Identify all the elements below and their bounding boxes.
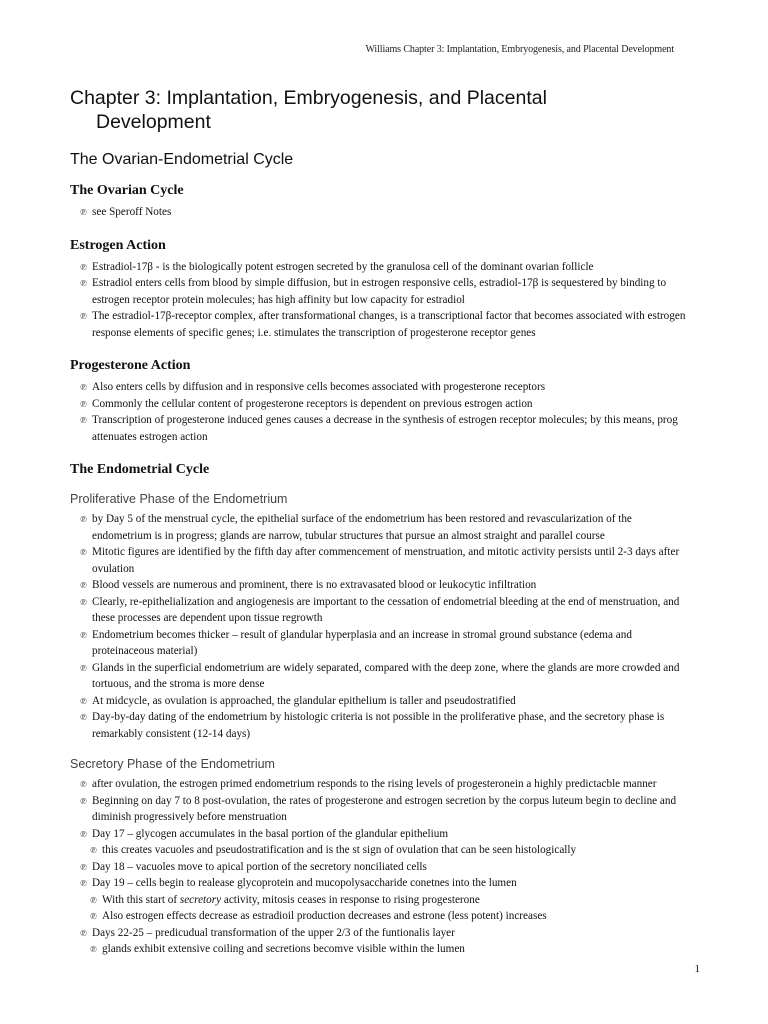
- list-item-text: The estradiol-17β-receptor complex, after transformational changes, is a transcriptional factor that becomes associated with estrogen response elements of specific genes; i.e. stimulates the transcription of progesterone receptor genes: [92, 310, 686, 339]
- progesterone-action-heading: Progesterone Action: [70, 358, 191, 373]
- list-item-text: Commonly the cellular content of progesterone receptors is dependent on previous estrogen action: [92, 397, 533, 410]
- list-item: [70, 941, 690, 958]
- list-item-text: Estradiol-17β - is the biologically potent estrogen secreted by the granulosa cell of the dominant ovarian follicle: [92, 260, 594, 273]
- bullet-icon: ℗: [80, 278, 87, 288]
- list-item-text: Glands in the superficial endometrium are widely separated, compared with the deep zone, where the glands are more crowded and tortuous, and the stroma is more dense: [92, 661, 680, 690]
- list-item: [70, 627, 690, 660]
- bullet-icon: ℗: [80, 779, 87, 789]
- list-item: [70, 842, 690, 859]
- list-item-text: Beginning on day 7 to 8 post-ovulation, the rates of progesterone and estrogen secretion by the corpus luteum begin to decline and diminish progressively before menstruation: [92, 794, 677, 823]
- list-item-text: Also enters cells by diffusion and in responsive cells becomes associated with progesterone receptors: [92, 381, 546, 393]
- list-item-text: Transcription of progesterone induced genes causes a decrease in the synthesis of estrogen receptor molecules; by this means, prog attenuates estrogen action: [92, 414, 678, 443]
- list-item: [70, 275, 690, 308]
- section-title: The Ovarian-Endometrial Cycle: [70, 151, 294, 168]
- list-item: [70, 826, 690, 843]
- list-item-text: Also estrogen effects decrease as estradioil production decreases and estrone (less potent) increases: [102, 910, 547, 922]
- list-item: [70, 875, 690, 892]
- list-item-text: Mitotic figures are identified by the fifth day after commencement of menstruation, and mitotic activity persists until 2-3 days after ovulation: [92, 546, 680, 575]
- list-item-text: this creates vacuoles and pseudostratification and is the st sign of ovulation that can be seen histologically: [102, 844, 577, 856]
- bullet-icon: ℗: [80, 596, 87, 607]
- bullet-icon: ℗: [80, 547, 87, 557]
- bullet-icon: ℗: [90, 944, 97, 954]
- proliferative-phase-list: [70, 511, 690, 742]
- bullet-icon: ℗: [90, 845, 97, 855]
- bullet-icon: ℗: [80, 861, 87, 872]
- bullet-icon: ℗: [80, 415, 87, 425]
- list-item-text: Blood vessels are numerous and prominent, there is no extravasated blood or leukocytic infiltration: [92, 579, 537, 591]
- bullet-icon: ℗: [80, 580, 87, 590]
- secretory-phase-list: [70, 776, 690, 958]
- list-item-text: Day 18 – vacuoles move to apical portion of the secretory nonciliated cells: [92, 860, 427, 873]
- proliferative-phase-heading: Proliferative Phase of the Endometrium: [70, 492, 288, 506]
- list-item: [70, 925, 690, 942]
- list-item: [70, 259, 690, 276]
- list-item: [70, 544, 690, 577]
- list-item-text: see Speroff Notes: [92, 206, 172, 218]
- bullet-icon: ℗: [80, 828, 87, 839]
- list-item-text: by Day 5 of the menstrual cycle, the epithelial surface of the endometrium has been restored and revascularization of the endometrium is in progress; glands are narrow, tubular structures that pursue an almost straight and parallel course: [92, 513, 632, 542]
- chapter-title-line1: Chapter 3: Implantation, Embryogenesis, and Placental: [70, 87, 547, 109]
- list-item: [70, 693, 690, 710]
- page-number: 1: [694, 963, 700, 975]
- secretory-phase-heading: Secretory Phase of the Endometrium: [70, 757, 275, 771]
- bullet-icon: ℗: [90, 911, 97, 921]
- estrogen-action-list: [70, 259, 690, 342]
- list-item-text: With this start of: [102, 893, 180, 906]
- bullet-icon: ℗: [80, 398, 87, 409]
- list-item: [70, 660, 690, 693]
- list-item: [70, 379, 690, 396]
- list-item: [70, 859, 690, 876]
- list-item: [70, 308, 690, 341]
- running-header: Williams Chapter 3: Implantation, Embryogenesis, and Placental Development: [365, 44, 674, 55]
- progesterone-action-list: [70, 379, 690, 445]
- list-item-text: Estradiol enters cells from blood by simple diffusion, but in estrogen responsive cells, estradiol-17β is sequestered by binding to estrogen receptor protein molecules; has high affinity but low capacity for estradiol: [92, 277, 667, 306]
- list-item-text: Clearly, re-epithelialization and angiogenesis are important to the cessation of endometrial bleeding at the end of menstruation, and these processes are dependent upon tissue regrowth: [92, 595, 680, 624]
- endometrial-cycle-heading: The Endometrial Cycle: [70, 462, 210, 477]
- bullet-icon: ℗: [80, 261, 87, 272]
- list-item: [70, 204, 690, 221]
- list-item-text: Endometrium becomes thicker – result of glandular hyperplasia and an increase in stromal ground substance (edema and proteinaceous material): [92, 628, 632, 657]
- list-item: [70, 594, 690, 627]
- bullet-icon: ℗: [80, 311, 87, 321]
- bullet-icon: ℗: [80, 629, 87, 640]
- page-content: [70, 86, 690, 958]
- bullet-icon: ℗: [80, 927, 87, 938]
- bullet-icon: ℗: [90, 894, 97, 905]
- bullet-icon: ℗: [80, 382, 87, 392]
- list-item-text: glands exhibit extensive coiling and secretions becomve visible within the lumen: [102, 943, 465, 955]
- list-item-text: Days 22-25 – predicudual transformation of the upper 2/3 of the funtionalis layer: [92, 926, 455, 939]
- list-item: [70, 908, 690, 925]
- list-item-text: Day-by-day dating of the endometrium by histologic criteria is not possible in the proliferative phase, and the secretory phase is remarkably consistent (12-14 days): [92, 711, 665, 740]
- bullet-icon: ℗: [80, 795, 87, 806]
- estrogen-action-heading: Estrogen Action: [70, 237, 166, 253]
- list-item-text: At midcycle, as ovulation is approached, the glandular epithelium is taller and pseudostratified: [92, 694, 516, 707]
- list-item: [70, 577, 690, 594]
- bullet-icon: ℗: [80, 878, 87, 888]
- list-item: [70, 511, 690, 544]
- list-item: [70, 396, 690, 413]
- ovarian-cycle-list: [70, 204, 690, 221]
- list-item: [70, 793, 690, 826]
- list-item: [70, 776, 690, 793]
- list-item: [70, 412, 690, 445]
- list-item: [70, 892, 690, 909]
- list-item-text: after ovulation, the estrogen primed endometrium responds to the rising levels of progesteronein a highly predictacble manner: [92, 778, 657, 790]
- bullet-icon: ℗: [80, 514, 87, 524]
- chapter-title-line2: Development: [96, 111, 211, 133]
- chapter-title: [70, 86, 690, 134]
- emphasis-text: secretory: [179, 893, 222, 906]
- list-item-text: Day 19 – cells begin to realease glycoprotein and mucopolysaccharide conetnes into the lumen: [92, 877, 517, 889]
- bullet-icon: ℗: [80, 695, 87, 706]
- ovarian-cycle-heading: The Ovarian Cycle: [70, 183, 184, 198]
- list-item-text: Day 17 – glycogen accumulates in the basal portion of the glandular epithelium: [92, 827, 449, 840]
- list-item-text: activity, mitosis ceases in response to rising progesterone: [221, 893, 480, 906]
- bullet-icon: ℗: [80, 712, 87, 722]
- bullet-icon: ℗: [80, 662, 87, 673]
- bullet-icon: ℗: [80, 207, 87, 217]
- list-item: [70, 709, 690, 742]
